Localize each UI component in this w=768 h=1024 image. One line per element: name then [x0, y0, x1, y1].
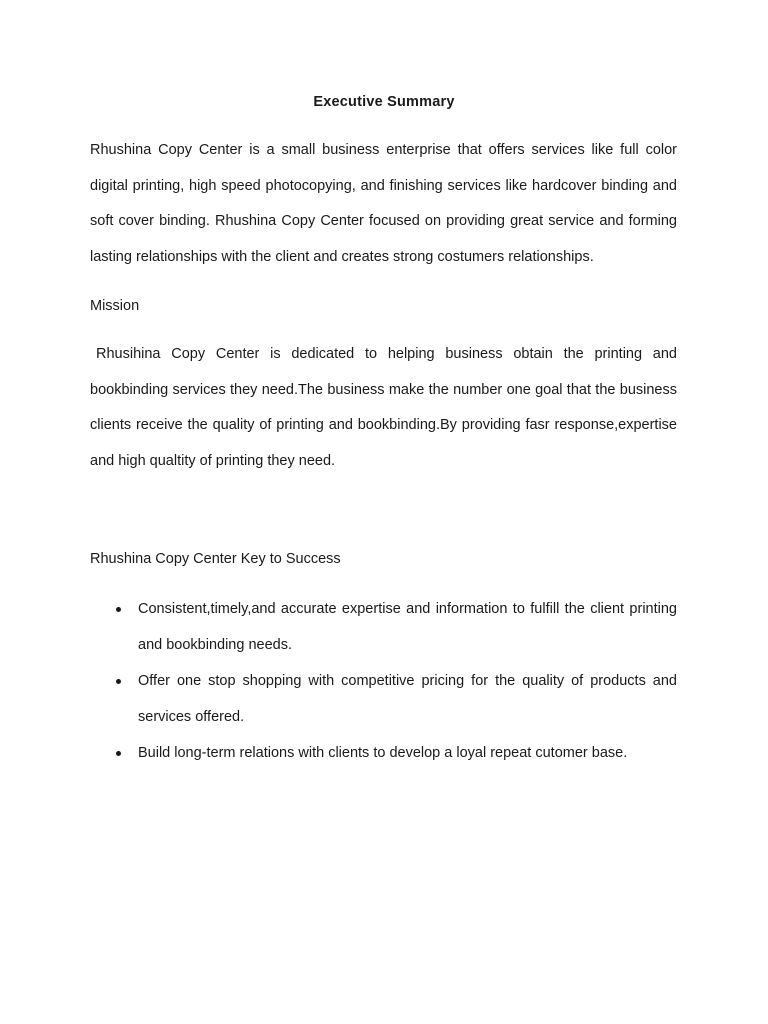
mission-paragraph: Rhusihina Copy Center is dedicated to helping business obtain the printing and bookbinding services they need.The business make the number one goal that the business clients receive the quality of printing and bookbinding.By providing fasr response,expertise and high qualtity of printing they need. [90, 346, 677, 469]
keys-list [90, 592, 677, 773]
summary-paragraph: Rhushina Copy Center is a small business enterprise that offers services like full color digital printing, high speed photocopying, and finishing services like hardcover binding and soft cover binding. Rhushina Copy Center focused on providing great service and forming lasting relationships with the client and creates strong costumers relationships. [90, 142, 677, 265]
list-item-text: Build long-term relations with clients to develop a loyal repeat cutomer base. [138, 745, 628, 761]
mission-heading: Mission [90, 298, 140, 314]
list-item-text: Offer one stop shopping with competitive pricing for the quality of products and services offered. [138, 673, 677, 725]
list-item [90, 592, 677, 663]
list-item [90, 736, 677, 772]
bullet-icon [116, 751, 121, 756]
page-title: Executive Summary [313, 94, 455, 110]
list-item-text: Consistent,timely,and accurate expertise and information to fulfill the client printing and bookbinding needs. [138, 601, 677, 653]
keys-heading: Rhushina Copy Center Key to Success [90, 551, 341, 567]
list-item [90, 664, 677, 735]
bullet-icon [116, 679, 121, 684]
bullet-icon [116, 607, 121, 612]
